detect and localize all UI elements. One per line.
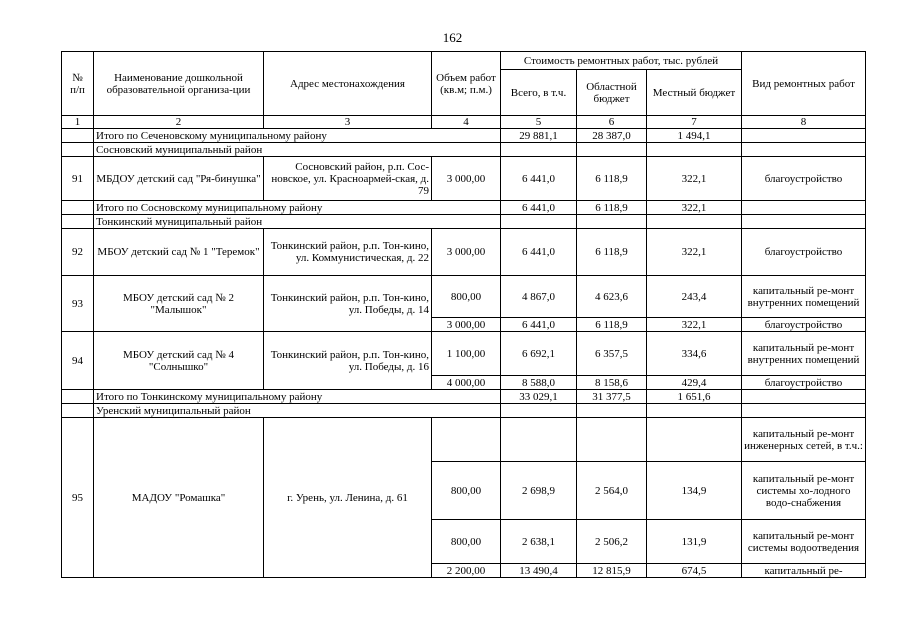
col-number: 1: [62, 116, 94, 129]
org-name: МБОУ детский сад № 4 "Солнышко": [94, 332, 264, 390]
col-number: 5: [501, 116, 577, 129]
table-row: [62, 390, 866, 404]
local-cell: 322,1: [647, 229, 742, 276]
regional-cell: 6 118,9: [577, 229, 647, 276]
row-number: 91: [62, 157, 94, 201]
address-cell: Тонкинский район, р.п. Тон-кино, ул. Победы, д. 14: [264, 276, 432, 332]
table-row: [62, 143, 866, 157]
org-name: МБОУ детский сад № 1 "Теремок": [94, 229, 264, 276]
volume-cell: 3 000,00: [432, 157, 501, 201]
col-number: 8: [742, 116, 866, 129]
volume-cell: 1 100,00: [432, 332, 501, 376]
volume-cell: 4 000,00: [432, 376, 501, 390]
total-cell: 6 441,0: [501, 157, 577, 201]
volume-cell: 3 000,00: [432, 229, 501, 276]
table-row: [62, 332, 866, 376]
header-regional: Областной бюджет: [577, 70, 647, 116]
total-label: Итого по Сеченовскому муниципальному району: [94, 129, 501, 143]
col-number: 3: [264, 116, 432, 129]
local-cell: 674,5: [647, 564, 742, 578]
header-total: Всего, в т.ч.: [501, 70, 577, 116]
col-number: 6: [577, 116, 647, 129]
org-name: МБДОУ детский сад "Ря-бинушка": [94, 157, 264, 201]
table-row: [62, 201, 866, 215]
total-label: Итого по Сосновскому муниципальному району: [94, 201, 501, 215]
header-num: № п/п: [62, 52, 94, 116]
local-cell: 243,4: [647, 276, 742, 318]
regional-cell: 6 118,9: [577, 318, 647, 332]
org-name: МБОУ детский сад № 2 "Малышок": [94, 276, 264, 332]
page-number: 162: [442, 30, 463, 45]
total-cell: 29 881,1: [501, 129, 577, 143]
total-label: Итого по Тонкинскому муниципальному району: [94, 390, 501, 404]
work-type-cell: капитальный ре-монт внутренних помещений: [742, 332, 866, 376]
total-cell: 4 867,0: [501, 276, 577, 318]
local-cell: 429,4: [647, 376, 742, 390]
total-cell: 6 441,0: [501, 201, 577, 215]
regional-cell: 2 564,0: [577, 462, 647, 520]
work-type-cell: благоустройство: [742, 229, 866, 276]
regional-cell: 12 815,9: [577, 564, 647, 578]
local-cell: 1 494,1: [647, 129, 742, 143]
work-type-cell: благоустройство: [742, 376, 866, 390]
total-cell: 6 441,0: [501, 229, 577, 276]
regional-cell: 31 377,5: [577, 390, 647, 404]
col-number: 2: [94, 116, 264, 129]
district-label: Тонкинский муниципальный район: [94, 215, 501, 229]
total-cell: 2 698,9: [501, 462, 577, 520]
regional-cell: 2 506,2: [577, 520, 647, 564]
work-type-cell: благоустройство: [742, 157, 866, 201]
header-cost-group: Стоимость ремонтных работ, тыс. рублей: [501, 52, 742, 70]
total-cell: 13 490,4: [501, 564, 577, 578]
regional-cell: 6 357,5: [577, 332, 647, 376]
row-number: 94: [62, 332, 94, 390]
local-cell: 1 651,6: [647, 390, 742, 404]
local-cell: 134,9: [647, 462, 742, 520]
work-type-cell: капитальный ре-монт системы водоотведения: [742, 520, 866, 564]
total-cell: 33 029,1: [501, 390, 577, 404]
row-number: 93: [62, 276, 94, 332]
address-cell: Тонкинский район, р.п. Тон-кино, ул. Коммунистическая, д. 22: [264, 229, 432, 276]
table-row: [62, 129, 866, 143]
regional-cell: 8 158,6: [577, 376, 647, 390]
work-type-cell: капитальный ре-монт внутренних помещений: [742, 276, 866, 318]
table-row: [62, 229, 866, 276]
table-row: [62, 404, 866, 418]
address-cell: Тонкинский район, р.п. Тон-кино, ул. Победы, д. 16: [264, 332, 432, 390]
address-cell: Сосновский район, р.п. Сос-новское, ул. Красноармей-ская, д. 79: [264, 157, 432, 201]
volume-cell: 800,00: [432, 462, 501, 520]
total-cell: 6 441,0: [501, 318, 577, 332]
local-cell: 131,9: [647, 520, 742, 564]
org-name: МАДОУ "Ромашка": [94, 418, 264, 578]
row-number: 95: [62, 418, 94, 578]
district-label: Уренский муниципальный район: [94, 404, 501, 418]
regional-cell: 4 623,6: [577, 276, 647, 318]
col-number: 7: [647, 116, 742, 129]
header-org-name: Наименование дошкольной образовательной организа-ции: [94, 52, 264, 116]
total-cell: 2 638,1: [501, 520, 577, 564]
address-cell: г. Урень, ул. Ленина, д. 61: [264, 418, 432, 578]
local-cell: 334,6: [647, 332, 742, 376]
row-number: 92: [62, 229, 94, 276]
table-row: [62, 418, 866, 462]
regional-cell: 28 387,0: [577, 129, 647, 143]
volume-cell: 3 000,00: [432, 318, 501, 332]
repair-works-table: [61, 51, 866, 578]
volume-cell: 2 200,00: [432, 564, 501, 578]
regional-cell: 6 118,9: [577, 157, 647, 201]
table-row: [62, 276, 866, 318]
district-label: Сосновский муниципальный район: [94, 143, 501, 157]
work-type-cell: капитальный ре-: [742, 564, 866, 578]
col-number: 4: [432, 116, 501, 129]
local-cell: 322,1: [647, 157, 742, 201]
work-type-cell: капитальный ре-монт системы хо-лодного водо-снабжения: [742, 462, 866, 520]
header-work-type: Вид ремонтных работ: [742, 52, 866, 116]
total-cell: 6 692,1: [501, 332, 577, 376]
local-cell: 322,1: [647, 318, 742, 332]
volume-cell: 800,00: [432, 520, 501, 564]
volume-cell: 800,00: [432, 276, 501, 318]
table-header-row: [62, 52, 866, 70]
header-volume: Объем работ (кв.м; п.м.): [432, 52, 501, 116]
work-type-cell: капитальный ре-монт инженерных сетей, в т.ч.:: [742, 418, 866, 462]
local-cell: 322,1: [647, 201, 742, 215]
header-local: Местный бюджет: [647, 70, 742, 116]
regional-cell: 6 118,9: [577, 201, 647, 215]
work-type-cell: благоустройство: [742, 318, 866, 332]
total-cell: 8 588,0: [501, 376, 577, 390]
column-numbers-row: [62, 116, 866, 129]
table-row: [62, 215, 866, 229]
header-address: Адрес местонахождения: [264, 52, 432, 116]
table-row: [62, 157, 866, 201]
